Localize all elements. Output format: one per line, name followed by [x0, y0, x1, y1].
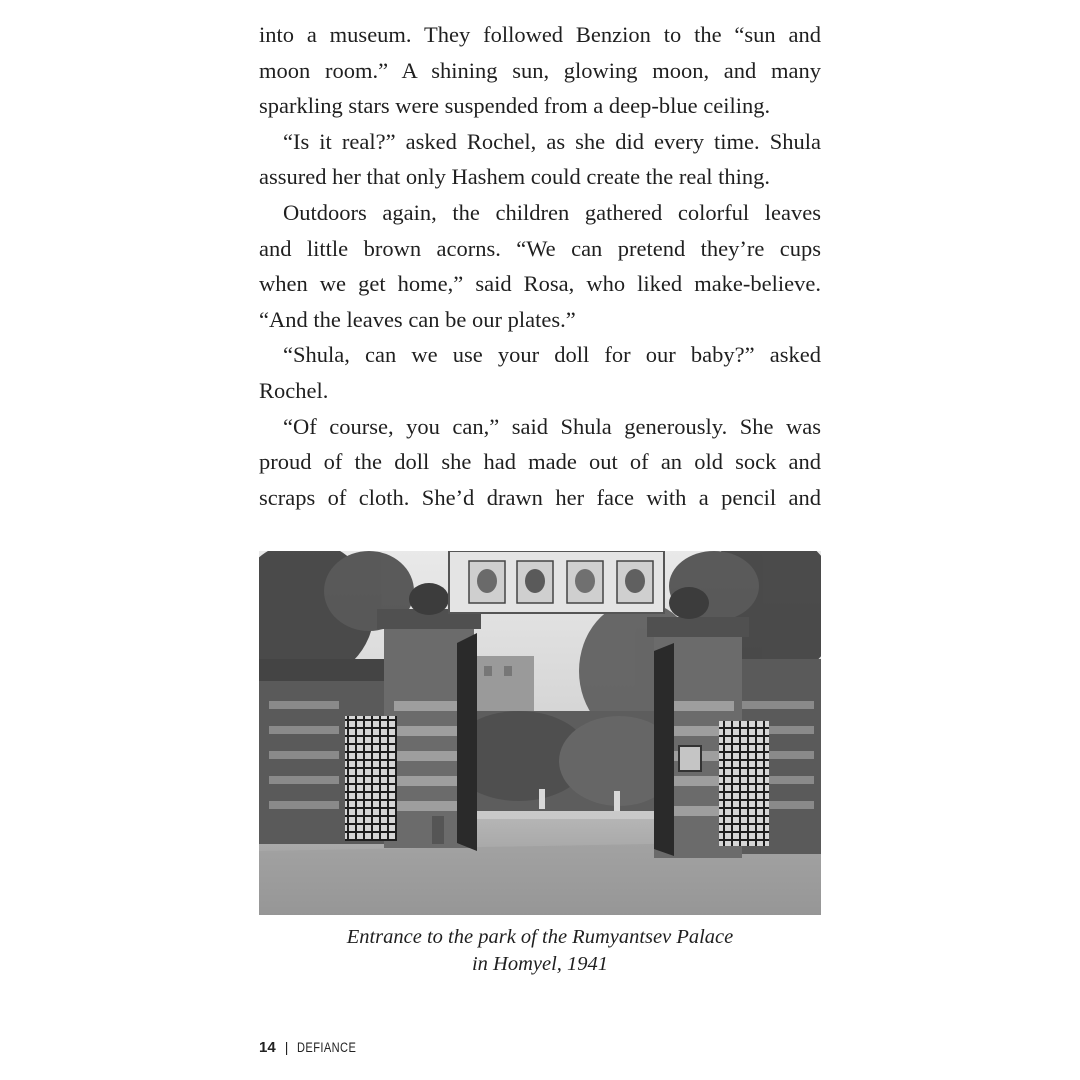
body-line: into a museum. They followed Benzion to the “sun and [259, 22, 821, 47]
body-line: when we get home,” said Rosa, who liked make-believe. [259, 271, 821, 297]
body-line: moon room.” A shining sun, glowing moon, and many [259, 57, 821, 83]
body-text [259, 17, 821, 515]
running-head: DEFIANCE [297, 1039, 357, 1055]
caption-line-1: Entrance to the park of the Rumyantsev Palace [346, 926, 734, 948]
page-number: 14 [259, 1038, 276, 1056]
body-line: “Is it real?” asked Rochel, as she did every time. Shula [283, 128, 821, 154]
caption-line-2: in Homyel, 1941 [471, 953, 609, 975]
body-line: and little brown acorns. “We can pretend they’re cups [259, 235, 821, 261]
body-line: Rochel. [259, 377, 329, 403]
body-line: scraps of cloth. She’d drawn her face with a pencil and [259, 484, 821, 510]
body-line: “Shula, can we use your doll for our baby?” asked [283, 342, 821, 368]
photo-caption [259, 924, 821, 978]
body-line: Outdoors again, the children gathered colorful leaves [283, 199, 821, 225]
body-line: assured her that only Hashem could create the real thing. [259, 164, 771, 190]
body-line: “And the leaves can be our plates.” [259, 306, 576, 332]
body-line: sparkling stars were suspended from a deep-blue ceiling. [259, 93, 771, 119]
body-line: proud of the doll she had made out of an old sock and [259, 449, 821, 475]
park-gate-photo [259, 551, 821, 915]
footer-separator: | [284, 1039, 289, 1055]
page-footer [259, 1036, 370, 1058]
body-line: “Of course, you can,” said Shula generously. She was [283, 413, 821, 439]
